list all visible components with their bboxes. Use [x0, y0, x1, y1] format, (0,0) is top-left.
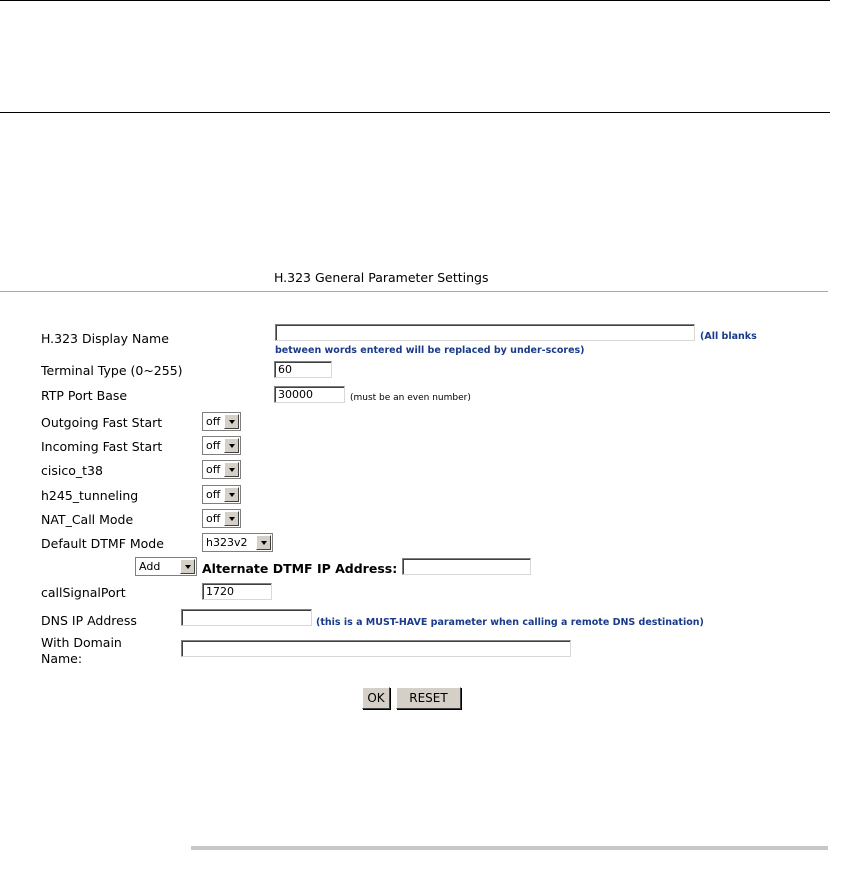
nat-call-mode-value: off: [206, 512, 221, 525]
terminal-type-input[interactable]: [274, 361, 332, 378]
h245-tunneling-label: h245_tunneling: [41, 488, 139, 503]
outgoing-fast-start-value: off: [206, 415, 221, 428]
display-name-input[interactable]: [275, 324, 695, 341]
display-name-note-1: (All blanks: [700, 331, 757, 342]
h245-tunneling-select[interactable]: [202, 485, 241, 504]
rtp-port-note: (must be an even number): [350, 393, 471, 403]
cisico-t38-value: off: [206, 463, 221, 476]
chevron-down-icon[interactable]: [224, 511, 239, 526]
alternate-dtmf-action-select[interactable]: [135, 557, 197, 576]
dns-ip-label: DNS IP Address: [41, 613, 137, 628]
call-signal-port-input[interactable]: [202, 583, 272, 600]
chevron-down-icon[interactable]: [256, 535, 271, 550]
chevron-down-icon[interactable]: [224, 414, 239, 429]
chevron-down-icon[interactable]: [224, 462, 239, 477]
domain-name-input[interactable]: [181, 640, 571, 657]
cisico-t38-select[interactable]: [202, 460, 241, 479]
chevron-down-icon[interactable]: [180, 559, 195, 574]
nat-call-mode-label: NAT_Call Mode: [41, 512, 134, 527]
bottom-divider: [191, 846, 828, 850]
top-rule: [0, 0, 830, 1]
terminal-type-label: Terminal Type (0~255): [41, 363, 183, 378]
default-dtmf-select[interactable]: [202, 533, 273, 552]
domain-name-label-1: With Domain: [41, 635, 122, 650]
outgoing-fast-start-label: Outgoing Fast Start: [41, 415, 163, 430]
dns-ip-input[interactable]: [181, 609, 312, 626]
display-name-label: H.323 Display Name: [41, 331, 169, 346]
h245-tunneling-value: off: [206, 488, 221, 501]
page-title: H.323 General Parameter Settings: [274, 270, 489, 285]
default-dtmf-label: Default DTMF Mode: [41, 536, 164, 551]
rtp-port-label: RTP Port Base: [41, 388, 128, 403]
incoming-fast-start-label: Incoming Fast Start: [41, 439, 163, 454]
alternate-dtmf-input[interactable]: [402, 558, 531, 575]
incoming-fast-start-value: off: [206, 439, 221, 452]
cisico-t38-label: cisico_t38: [41, 463, 103, 478]
dns-ip-note: (this is a MUST-HAVE parameter when calling a remote DNS destination): [316, 617, 704, 628]
reset-button[interactable]: RESET: [396, 687, 461, 709]
display-name-note-2: between words entered will be replaced by under-scores): [275, 345, 585, 356]
alternate-dtmf-label: Alternate DTMF IP Address:: [202, 561, 398, 576]
default-dtmf-value: h323v2: [206, 536, 248, 549]
title-rule: [0, 291, 828, 292]
nat-call-mode-select[interactable]: [202, 509, 241, 528]
domain-name-label-2: Name:: [41, 651, 83, 666]
ok-button[interactable]: OK: [362, 687, 390, 709]
chevron-down-icon[interactable]: [224, 487, 239, 502]
header-rule: [0, 112, 830, 113]
rtp-port-input[interactable]: [274, 386, 345, 403]
incoming-fast-start-select[interactable]: [202, 436, 241, 455]
call-signal-port-label: callSignalPort: [41, 585, 126, 600]
outgoing-fast-start-select[interactable]: [202, 412, 241, 431]
chevron-down-icon[interactable]: [224, 438, 239, 453]
alternate-dtmf-action-value: Add: [139, 560, 161, 573]
